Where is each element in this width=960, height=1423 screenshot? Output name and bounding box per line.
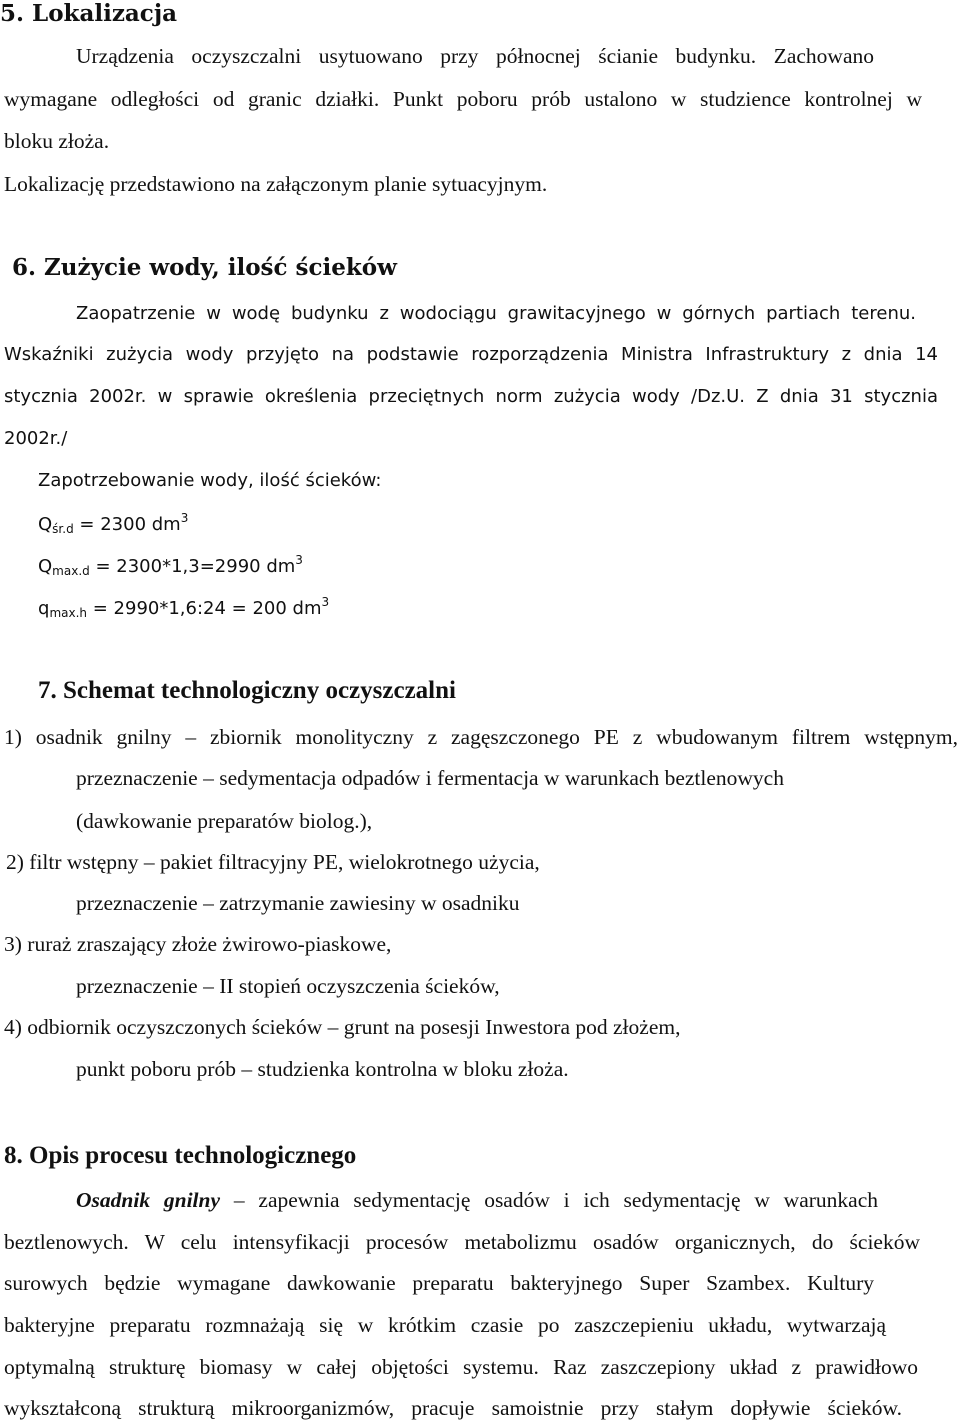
section-6-paragraph-line-3: stycznia 2002r. w sprawie określenia przeciętnych norm zużycia wody /Dz.U. Z dnia 31 stycznia <box>4 386 938 407</box>
section-6-heading: 6. Zużycie wody, ilość ścieków <box>12 254 397 281</box>
water-demand-label: Zapotrzebowanie wody, ilość ścieków: <box>38 470 382 491</box>
section-5-paragraph-line-4: Lokalizację przedstawiono na załączonym planie sytuacyjnym. <box>4 172 548 196</box>
scheme-item-1-line-2: przeznaczenie – sedymentacja odpadów i fermentacja w warunkach beztlenowych <box>76 766 784 790</box>
scheme-item-3-line-1: 3) ruraż zraszający złoże żwirowo-piaskowe, <box>4 932 392 956</box>
section-5-heading: 5. Lokalizacja <box>0 0 178 27</box>
section-8-paragraph-line-3: surowych będzie wymagane dawkowanie preparatu bakteryjnego Super Szambex. Kultury <box>4 1271 874 1295</box>
section-8-paragraph-line-1: Osadnik gnilny – zapewnia sedymentację osadów i ich sedymentację w warunkach <box>76 1188 878 1212</box>
section-8-paragraph-line-5: optymalną strukturę biomasy w całej objętości systemu. Raz zaszczepiony układ z prawidłowo <box>4 1355 918 1379</box>
section-8-heading: 8. Opis procesu technologicznego <box>4 1142 357 1169</box>
section-8-paragraph-line-4: bakteryjne preparatu rozmnażają się w krótkim czasie po zaszczepieniu układu, wytwarzają <box>4 1313 886 1337</box>
formula-q-avg-daily: $Q_{śr.d} = 2300$ $dm^3$ <box>38 511 189 536</box>
section-7-heading: 7. Schemat technologiczny oczyszczalni <box>38 677 456 704</box>
section-6-paragraph-line-4: 2002r./ <box>4 428 68 449</box>
section-6-paragraph-line-2: Wskaźniki zużycia wody przyjęto na podstawie rozporządzenia Ministra Infrastruktury z dnia 14 <box>4 344 938 365</box>
section-5-paragraph-line-1: Urządzenia oczyszczalni usytuowano przy północnej ścianie budynku. Zachowano <box>76 44 874 68</box>
scheme-item-2-line-2: przeznaczenie – zatrzymanie zawiesiny w osadniku <box>76 891 520 915</box>
section-5-paragraph-line-3: bloku złoża. <box>4 129 110 153</box>
term-osadnik-gnilny: Osadnik gnilny <box>76 1188 221 1212</box>
section-8-paragraph-line-6: wykształconą strukturą mikroorganizmów, pracuje samoistnie przy stałym dopływie ścieków. <box>4 1396 902 1420</box>
scheme-item-2-line-1: 2) filtr wstępny – pakiet filtracyjny PE, wielokrotnego użycia, <box>6 850 540 874</box>
section-8-paragraph-line-2: beztlenowych. W celu intensyfikacji procesów metabolizmu osadów organicznych, do ścieków <box>4 1230 920 1254</box>
scheme-item-4-line-2: punkt poboru prób – studzienka kontrolna w bloku złoża. <box>76 1057 569 1081</box>
section-5-paragraph-line-2: wymagane odległości od granic działki. Punkt poboru prób ustalono w studzience kontrolnej w <box>4 87 922 111</box>
scheme-item-1-line-3: (dawkowanie preparatów biolog.), <box>76 809 373 833</box>
scheme-item-3-line-2: przeznaczenie – II stopień oczyszczenia ścieków, <box>76 974 500 998</box>
scheme-item-4-line-1: 4) odbiornik oczyszczonych ścieków – grunt na posesji Inwestora pod złożem, <box>4 1015 681 1039</box>
formula-q-max-daily: $Q_{max.d} = 2300*1,3=2990$ $dm^3$ <box>38 553 303 578</box>
formula-q-max-hourly: $q_{max.h}$ = 2990*1,6:24 = 200 $dm^3$ <box>38 595 330 620</box>
scheme-item-1-line-1: 1) osadnik gnilny – zbiornik monolityczny z zagęszczonego PE z wbudowanym filtrem wstępnym, <box>4 725 958 749</box>
section-6-paragraph-line-1: Zaopatrzenie w wodę budynku z wodociągu grawitacyjnego w górnych partiach terenu. <box>76 303 916 324</box>
